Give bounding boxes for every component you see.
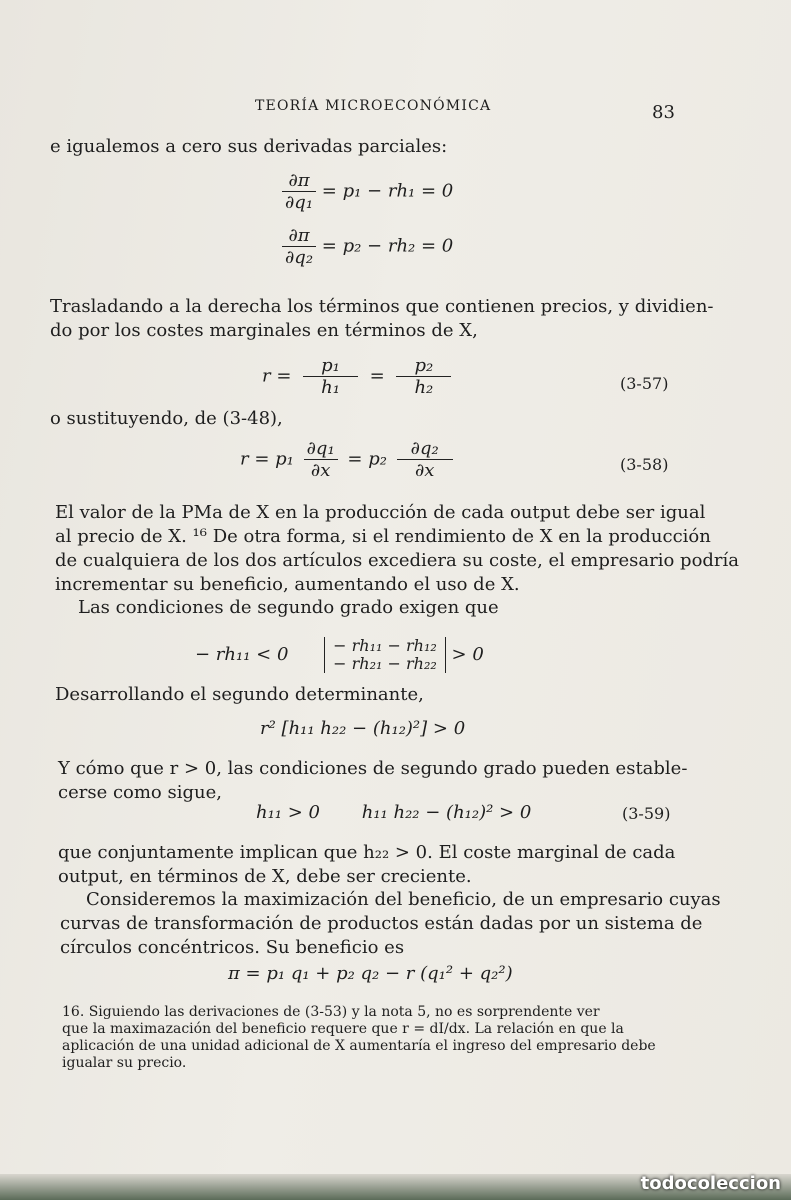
eq-denominator: h₂ xyxy=(414,377,434,398)
text-line: e igualemos a cero sus derivadas parciales: xyxy=(50,136,448,157)
text-line: Desarrollando el segundo determinante, xyxy=(55,684,424,705)
text-line: círculos concéntricos. Su beneficio es xyxy=(60,937,405,958)
text-line: do por los costes marginales en términos de X, xyxy=(50,320,478,341)
eq-lhs: r = xyxy=(262,365,292,387)
eq-numerator: ∂π xyxy=(282,225,316,247)
eq-lhs: − rh₁₁ < 0 xyxy=(195,644,289,665)
equation-develop: r² [h₁₁ h₂₂ − (h₁₂)²] > 0 xyxy=(260,718,466,739)
text-line: Consideremos la maximización del beneficio, de un empresario cuyas xyxy=(86,889,721,910)
det-row: − rh₁₁ − rh₁₂ xyxy=(333,636,437,655)
text-line: Y cómo que r > 0, las condiciones de segundo grado pueden estable- xyxy=(58,758,688,779)
eq-numerator: p₂ xyxy=(396,355,451,377)
eq-numerator: p₁ xyxy=(303,355,358,377)
text-line: que conjuntamente implican que h₂₂ > 0. El coste marginal de cada xyxy=(58,842,676,863)
text-line: o sustituyendo, de (3-48), xyxy=(50,408,283,429)
det-row: − rh₂₁ − rh₂₂ xyxy=(333,654,437,673)
eq-denominator: h₁ xyxy=(321,377,340,398)
footnote-line: aplicación de una unidad adicional de X aumentaría el ingreso del empresario debe xyxy=(62,1038,656,1054)
eq-numerator: ∂q₁ xyxy=(304,438,338,460)
equation-3-59 xyxy=(256,802,531,823)
eq-numerator: ∂π xyxy=(282,170,316,192)
eq-part-b: h₁₁ h₂₂ − (h₁₂)² > 0 xyxy=(361,802,532,823)
header-title: TEORÍA MICROECONÓMICA xyxy=(255,98,492,114)
eq-rhs: > 0 xyxy=(451,644,484,665)
text-line: al precio de X. ¹⁶ De otra forma, si el rendimiento de X en la producción xyxy=(55,526,711,547)
equation-tag: (3-58) xyxy=(620,455,669,474)
text-line: incrementar su beneficio, aumentando el uso de X. xyxy=(55,574,520,595)
eq-numerator: ∂q₂ xyxy=(397,438,453,460)
text-line: Las condiciones de segundo grado exigen que xyxy=(78,597,499,618)
text-line: output, en términos de X, debe ser creciente. xyxy=(58,866,472,887)
determinant xyxy=(324,637,446,673)
eq-middle: = p₂ xyxy=(347,448,387,470)
eq-part-a: h₁₁ > 0 xyxy=(256,802,321,823)
text-line: Trasladando a la derecha los términos que contienen precios, y dividien- xyxy=(50,296,714,317)
equation-partial-2 xyxy=(282,225,453,268)
footnote-line: que la maximazación del beneficio requere que r = dI/dx. La relación en que la xyxy=(62,1021,624,1037)
watermark: todocoleccion xyxy=(640,1173,781,1194)
equation-profit: π = p₁ q₁ + p₂ q₂ − r (q₁² + q₂²) xyxy=(228,963,513,984)
eq-equals: = xyxy=(369,365,385,387)
footnote-line: 16. Siguiendo las derivaciones de (3-53) y la nota 5, no es sorprendente ver xyxy=(62,1004,600,1020)
text-line: de cualquiera de los dos artículos excediera su coste, el empresario podría xyxy=(55,550,740,571)
equation-tag: (3-59) xyxy=(622,804,671,823)
text-line: cerse como sigue, xyxy=(58,782,222,803)
text-line: El valor de la PMa de X en la producción de cada output debe ser igual xyxy=(55,502,706,523)
equation-3-58 xyxy=(240,438,453,481)
eq-denominator: ∂q₂ xyxy=(285,247,314,268)
equation-second-order xyxy=(195,637,484,673)
text-line: curvas de transformación de productos están dadas por un sistema de xyxy=(60,913,703,934)
eq-denominator: ∂x xyxy=(414,460,435,481)
eq-denominator: ∂q₁ xyxy=(285,192,314,213)
equation-3-57 xyxy=(262,355,451,398)
equation-tag: (3-57) xyxy=(620,374,669,393)
running-header xyxy=(0,98,791,128)
eq-rhs: = p₁ − rh₁ = 0 xyxy=(321,180,454,202)
page-number: 83 xyxy=(652,102,675,123)
eq-denominator: ∂x xyxy=(310,460,331,481)
eq-rhs: = p₂ − rh₂ = 0 xyxy=(321,235,454,257)
eq-lhs: r = p₁ xyxy=(240,448,294,470)
equation-partial-1 xyxy=(282,170,453,213)
footnote-line: igualar su precio. xyxy=(62,1055,187,1071)
